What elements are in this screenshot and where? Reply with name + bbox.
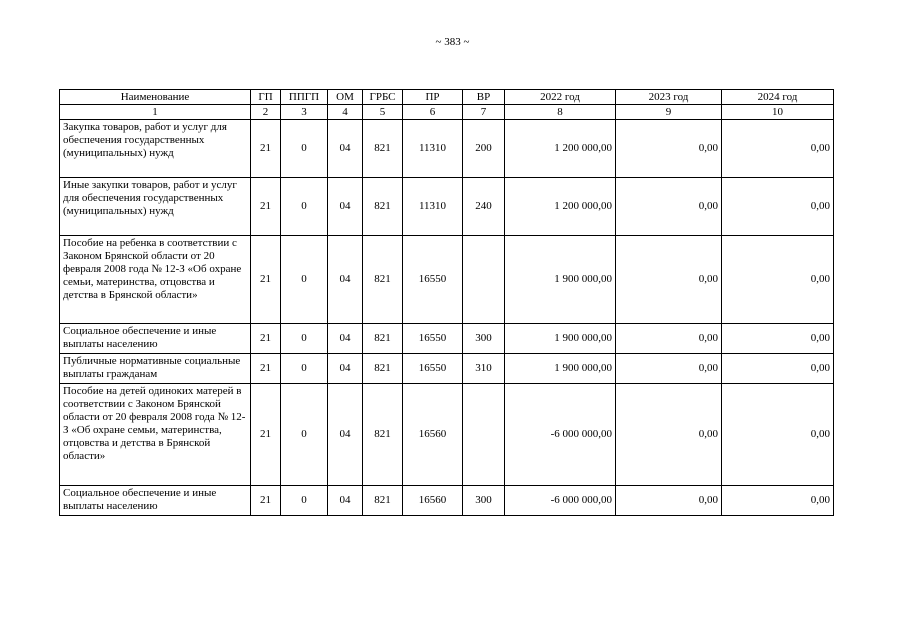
row-om: 04: [328, 486, 363, 516]
header-pr: ПР: [403, 90, 463, 105]
row-grbs: 821: [363, 324, 403, 354]
row-vr: 310: [463, 354, 505, 384]
row-2023: 0,00: [616, 120, 722, 178]
header-name: Наименование: [60, 90, 251, 105]
row-om: 04: [328, 120, 363, 178]
row-ppgp: 0: [281, 384, 328, 486]
row-name: Пособие на детей одиноких матерей в соответствии с Законом Брянской области от 20 февраля 2008 года № 12-З «Об охране семьи, материнства, отцовства и детства в Брянской области»: [60, 384, 251, 486]
row-2024: 0,00: [722, 120, 834, 178]
header-2024: 2024 год: [722, 90, 834, 105]
row-2024: 0,00: [722, 384, 834, 486]
header-vr: ВР: [463, 90, 505, 105]
row-2023: 0,00: [616, 178, 722, 236]
row-2022: 1 200 000,00: [505, 178, 616, 236]
table-row: [60, 120, 834, 178]
row-pr: 16560: [403, 384, 463, 486]
row-grbs: 821: [363, 486, 403, 516]
row-grbs: 821: [363, 384, 403, 486]
row-grbs: 821: [363, 236, 403, 324]
row-grbs: 821: [363, 178, 403, 236]
row-2023: 0,00: [616, 354, 722, 384]
row-2022: -6 000 000,00: [505, 486, 616, 516]
row-gp: 21: [251, 236, 281, 324]
row-2023: 0,00: [616, 324, 722, 354]
table-row: [60, 354, 834, 384]
row-2023: 0,00: [616, 384, 722, 486]
table-row: [60, 384, 834, 486]
row-2022: 1 900 000,00: [505, 354, 616, 384]
row-name: Закупка товаров, работ и услуг для обеспечения государственных (муниципальных) нужд: [60, 120, 251, 178]
column-number: 9: [616, 105, 722, 120]
row-ppgp: 0: [281, 120, 328, 178]
row-2024: 0,00: [722, 236, 834, 324]
column-number: 3: [281, 105, 328, 120]
row-om: 04: [328, 384, 363, 486]
row-vr: 240: [463, 178, 505, 236]
row-vr: 300: [463, 324, 505, 354]
row-pr: 16550: [403, 236, 463, 324]
table-row: [60, 486, 834, 516]
header-row: [60, 90, 834, 105]
row-2023: 0,00: [616, 486, 722, 516]
row-gp: 21: [251, 324, 281, 354]
row-ppgp: 0: [281, 324, 328, 354]
row-gp: 21: [251, 384, 281, 486]
row-grbs: 821: [363, 120, 403, 178]
row-name: Публичные нормативные социальные выплаты гражданам: [60, 354, 251, 384]
row-gp: 21: [251, 178, 281, 236]
row-gp: 21: [251, 120, 281, 178]
column-number: 1: [60, 105, 251, 120]
row-gp: 21: [251, 354, 281, 384]
row-om: 04: [328, 236, 363, 324]
header-gp: ГП: [251, 90, 281, 105]
row-2022: -6 000 000,00: [505, 384, 616, 486]
row-vr: 200: [463, 120, 505, 178]
row-name: Социальное обеспечение и иные выплаты населению: [60, 324, 251, 354]
row-2023: 0,00: [616, 236, 722, 324]
row-ppgp: 0: [281, 236, 328, 324]
row-ppgp: 0: [281, 178, 328, 236]
row-2022: 1 900 000,00: [505, 324, 616, 354]
row-vr: [463, 384, 505, 486]
row-pr: 11310: [403, 120, 463, 178]
row-name: Социальное обеспечение и иные выплаты населению: [60, 486, 251, 516]
row-pr: 16550: [403, 324, 463, 354]
row-2024: 0,00: [722, 324, 834, 354]
column-number: 5: [363, 105, 403, 120]
header-ppgp: ППГП: [281, 90, 328, 105]
row-grbs: 821: [363, 354, 403, 384]
row-2022: 1 200 000,00: [505, 120, 616, 178]
row-vr: 300: [463, 486, 505, 516]
row-gp: 21: [251, 486, 281, 516]
column-number: 2: [251, 105, 281, 120]
row-pr: 16550: [403, 354, 463, 384]
budget-table: [59, 89, 834, 516]
column-number: 7: [463, 105, 505, 120]
column-number: 8: [505, 105, 616, 120]
header-om: ОМ: [328, 90, 363, 105]
header-2023: 2023 год: [616, 90, 722, 105]
table-row: [60, 178, 834, 236]
table-row: [60, 236, 834, 324]
row-ppgp: 0: [281, 486, 328, 516]
row-2024: 0,00: [722, 486, 834, 516]
row-vr: [463, 236, 505, 324]
row-2024: 0,00: [722, 178, 834, 236]
column-number-row: [60, 105, 834, 120]
row-2024: 0,00: [722, 354, 834, 384]
row-ppgp: 0: [281, 354, 328, 384]
row-2022: 1 900 000,00: [505, 236, 616, 324]
column-number: 4: [328, 105, 363, 120]
page-number: ~ 383 ~: [435, 36, 470, 48]
header-grbs: ГРБС: [363, 90, 403, 105]
header-2022: 2022 год: [505, 90, 616, 105]
table-row: [60, 324, 834, 354]
row-pr: 16560: [403, 486, 463, 516]
row-om: 04: [328, 178, 363, 236]
row-name: Пособие на ребенка в соответствии с Законом Брянской области от 20 февраля 2008 года № 12-З «Об охране семьи, материнства, отцовства и детства в Брянской области»: [60, 236, 251, 324]
column-number: 6: [403, 105, 463, 120]
row-om: 04: [328, 354, 363, 384]
row-pr: 11310: [403, 178, 463, 236]
row-name: Иные закупки товаров, работ и услуг для обеспечения государственных (муниципальных) нужд: [60, 178, 251, 236]
column-number: 10: [722, 105, 834, 120]
row-om: 04: [328, 324, 363, 354]
